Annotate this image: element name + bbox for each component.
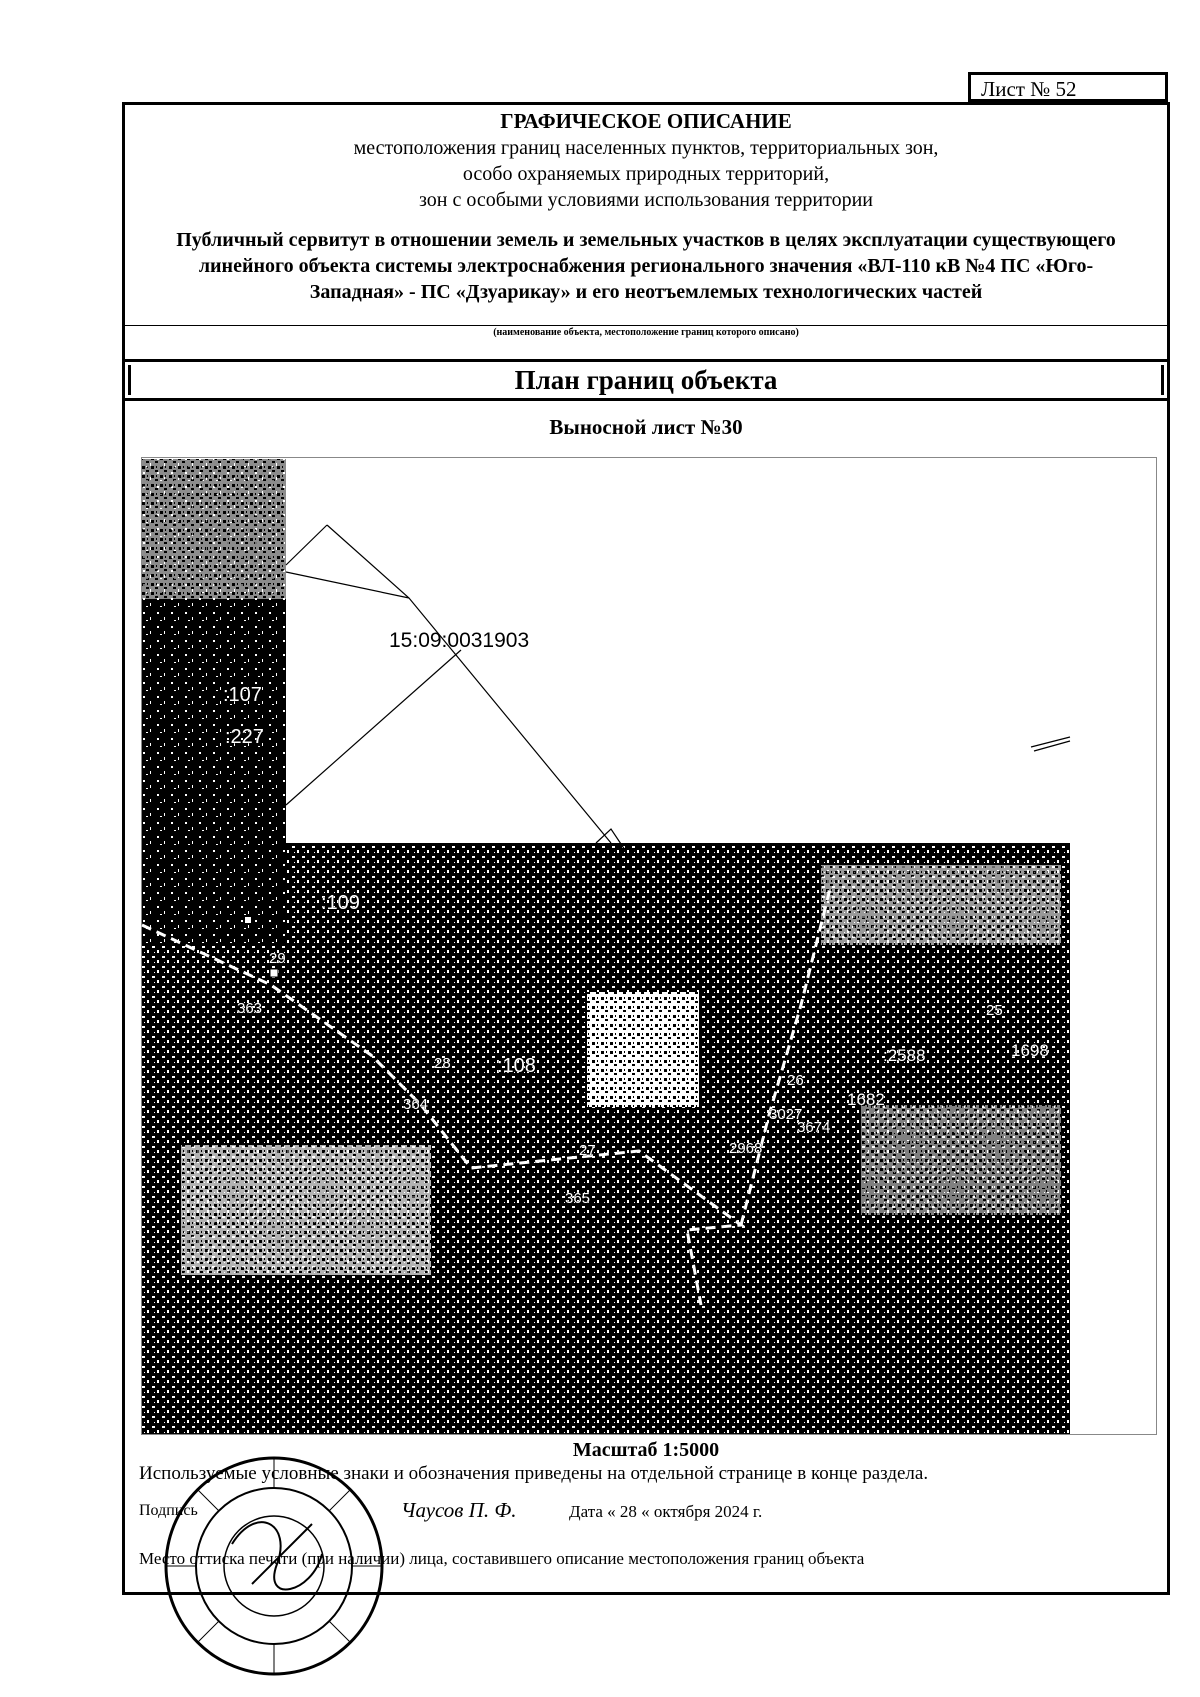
sheet-subtitle: Выносной лист №30: [549, 415, 743, 439]
point-label: 28: [434, 1055, 451, 1072]
point-label: 1698: [1011, 1041, 1049, 1060]
signer-name: Чаусов П. Ф.: [401, 1498, 517, 1522]
signature-scribble: [232, 1522, 322, 1589]
point-marker: [245, 917, 251, 923]
boundary-line: [286, 572, 409, 598]
boundary-line: [286, 650, 461, 805]
parcel-label: :108: [497, 1055, 536, 1077]
boundary-line: [286, 525, 327, 565]
point-label: 2968: [729, 1140, 763, 1157]
subtitle-line: особо охраняемых природных территорий,: [462, 163, 830, 185]
quarter-number: 15:09:0031903: [389, 629, 530, 652]
signature-date: Дата « 28 « октября 2024 г.: [569, 1502, 763, 1521]
parcel-label: :227: [225, 726, 264, 748]
seal-stamp: [162, 1454, 386, 1678]
plan-title: План границ объекта: [128, 365, 1164, 395]
point-label: 3674: [797, 1119, 831, 1136]
boundary-line: [1034, 741, 1070, 751]
stamp-note: Место оттиска печати (при наличии) лица, составившего описание местоположения границ объекта: [139, 1549, 865, 1568]
point-marker: [270, 969, 278, 977]
signature-label: Подпись: [139, 1502, 198, 1519]
subtitle-line: зон с особыми условиями использования территории: [418, 189, 874, 211]
document-frame: [122, 102, 1170, 1595]
legend-note: Используемые условные знаки и обозначения приведены на отдельной странице в конце раздела.: [139, 1463, 929, 1484]
boundary-line: [327, 525, 611, 843]
point-label: 26: [787, 1072, 804, 1089]
point-label: 363: [237, 1000, 263, 1017]
boundary-line: [1031, 737, 1070, 747]
imagery-light-right: [821, 865, 1061, 945]
object-name: Публичный сервитут в отношении земель и земельных участков в целях эксплуатации существующего линейного объекта системы электроснабжения регионального значения «ВЛ-110 кВ №4 ПС «Юго-Западная» - ПС «Дзуарикау» и его неотъемлемых технологических частей: [176, 229, 1116, 303]
point-label: 29: [269, 950, 286, 967]
imagery-top-left: [142, 459, 286, 599]
imagery-light-left: [181, 1145, 431, 1275]
boundary-map: [141, 105, 1157, 1445]
point-label: :2588: [883, 1046, 926, 1065]
point-label: 3027: [769, 1106, 803, 1123]
map-labels: [389, 629, 529, 652]
point-label: 365: [565, 1190, 591, 1207]
sheet-number: Лист № 52: [968, 72, 1168, 102]
point-label: 1682: [847, 1090, 885, 1109]
seal-core-ring: [224, 1516, 324, 1616]
map-scale: Масштаб 1:5000: [572, 1439, 720, 1461]
parcel-label: :107: [223, 684, 262, 706]
seal-text-ring: [166, 1458, 382, 1674]
point-label: 25: [986, 1002, 1003, 1019]
document-title: ГРАФИЧЕСКОЕ ОПИСАНИЕ: [500, 109, 792, 133]
imagery-light-right2: [861, 1105, 1061, 1215]
parcel-boundaries: [286, 525, 1070, 850]
imagery-bottom-left: [142, 843, 286, 943]
object-caption: (наименование объекта, местоположение границ которого описано): [493, 327, 799, 338]
seal-inner-ring: [196, 1488, 352, 1644]
subtitle-line: местоположения границ населенных пунктов, территориальных зон,: [353, 137, 939, 159]
point-label: 27: [579, 1142, 596, 1159]
point-label: 364: [403, 1096, 429, 1113]
imagery-light-patch: [587, 992, 699, 1107]
parcel-label: :109: [321, 892, 360, 914]
